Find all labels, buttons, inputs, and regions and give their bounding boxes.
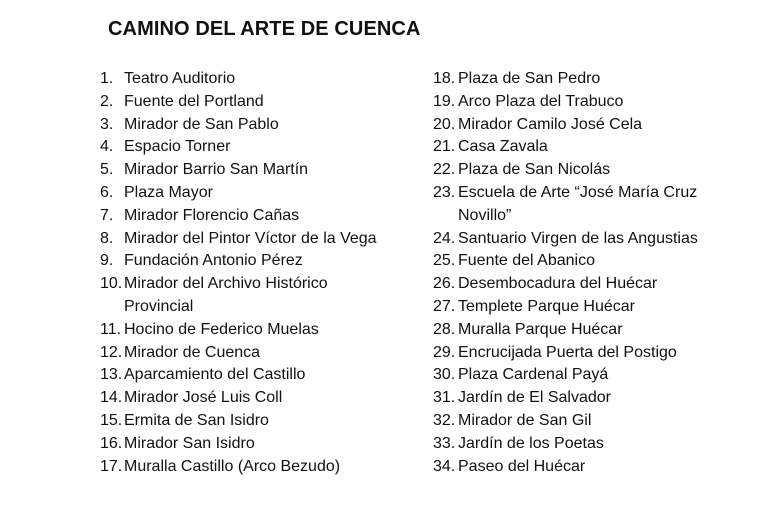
list-item-label: Arco Plaza del Trabuco xyxy=(458,92,624,110)
list-item xyxy=(100,319,400,342)
list-item xyxy=(100,342,400,365)
list-item-number: 22. xyxy=(433,161,456,179)
list-item-number: 16. xyxy=(100,434,123,452)
list-item xyxy=(100,205,400,228)
list-item xyxy=(100,136,400,159)
list-item xyxy=(433,387,753,410)
list-item-label: Jardín de los Poetas xyxy=(458,434,604,452)
list-item-number: 21. xyxy=(433,138,456,156)
list-item-label: Templete Parque Huécar xyxy=(458,297,635,315)
list-item xyxy=(100,182,400,205)
list-item-number: 2. xyxy=(100,92,114,110)
list-item xyxy=(433,273,753,296)
list-item-label: Mirador de San Pablo xyxy=(124,115,279,133)
list-item-number: 5. xyxy=(100,161,114,179)
list-item xyxy=(433,114,753,137)
list-item xyxy=(433,296,753,319)
list-item xyxy=(433,68,753,91)
list-item-number: 9. xyxy=(100,252,114,270)
list-item-label: Mirador de San Gil xyxy=(458,411,592,429)
list-item-number: 19. xyxy=(433,92,456,110)
list-item-number: 31. xyxy=(433,389,456,407)
list-item xyxy=(100,433,400,456)
list-item-number: 10. xyxy=(100,275,123,293)
list-item xyxy=(433,159,753,182)
list-item-label: Mirador José Luis Coll xyxy=(124,389,283,407)
list-item-label: Fuente del Abanico xyxy=(458,252,595,270)
list-item-label: Mirador Camilo José Cela xyxy=(458,115,643,133)
list-item-number: 27. xyxy=(433,297,456,315)
list-item-number: 18. xyxy=(433,70,456,87)
list-item-number: 8. xyxy=(100,229,114,247)
list-item-label: Encrucijada Puerta del Postigo xyxy=(458,343,677,361)
list-item xyxy=(100,250,400,273)
list-item-label: Hocino de Federico Muelas xyxy=(124,320,319,338)
list-item-number: 30. xyxy=(433,366,456,384)
list-item xyxy=(433,182,753,228)
list-item-label: Mirador del Pintor Víctor de la Vega xyxy=(124,229,377,247)
page-title: CAMINO DEL ARTE DE CUENCA xyxy=(108,18,421,40)
list-item xyxy=(433,319,753,342)
list-item xyxy=(433,410,753,433)
list-right-column xyxy=(433,68,753,478)
list-item-label: Aparcamiento del Castillo xyxy=(124,366,306,384)
list-item xyxy=(100,159,400,182)
list-item-number: 6. xyxy=(100,183,114,201)
list-item xyxy=(100,68,400,91)
list-item-number: 17. xyxy=(100,457,123,475)
list-item-label: Desembocadura del Huécar xyxy=(458,275,658,293)
list-item xyxy=(433,342,753,365)
list-item-number: 32. xyxy=(433,411,456,429)
list-item-label: Muralla Parque Huécar xyxy=(458,320,623,338)
list-item-number: 20. xyxy=(433,115,456,133)
list-item-number: 13. xyxy=(100,366,123,384)
list-item xyxy=(100,273,400,319)
list-item-number: 7. xyxy=(100,206,114,224)
list-item xyxy=(100,387,400,410)
list-item-number: 24. xyxy=(433,229,456,247)
list-item-number: 12. xyxy=(100,343,123,361)
list-item-number: 33. xyxy=(433,434,456,452)
list-item-label: Plaza de San Nicolás xyxy=(458,161,611,179)
list-item xyxy=(100,91,400,114)
list-item xyxy=(433,364,753,387)
list-item xyxy=(433,433,753,456)
list-item-label: Plaza Cardenal Payá xyxy=(458,366,609,384)
list-item xyxy=(100,364,400,387)
list-item-number: 4. xyxy=(100,138,114,156)
list-item-label: Ermita de San Isidro xyxy=(124,411,269,429)
list-item-number: 14. xyxy=(100,389,123,407)
list-item-label: Mirador Florencio Cañas xyxy=(124,206,300,224)
list-item xyxy=(433,250,753,273)
list-item-label: Fuente del Portland xyxy=(124,92,264,110)
list-item-label: Santuario Virgen de las Angustias xyxy=(458,229,698,247)
list-item-number: 15. xyxy=(100,411,123,429)
list-item-label: Mirador Barrio San Martín xyxy=(124,161,309,179)
list-item-number: 3. xyxy=(100,115,114,133)
list-item-label: Plaza Mayor xyxy=(124,183,213,201)
list-item-label: Escuela de Arte “José María Cruz Novillo” xyxy=(458,183,698,224)
list-item-number: 1. xyxy=(100,70,114,87)
list-item-label: Fundación Antonio Pérez xyxy=(124,252,303,270)
list-item-label: Casa Zavala xyxy=(458,138,548,156)
list-item-label: Teatro Auditorio xyxy=(124,70,236,87)
list-item-number: 28. xyxy=(433,320,456,338)
list-item xyxy=(433,228,753,251)
list-item xyxy=(100,410,400,433)
list-item-label: Mirador de Cuenca xyxy=(124,343,261,361)
list-item-number: 25. xyxy=(433,252,456,270)
list-item-label: Mirador San Isidro xyxy=(124,434,255,452)
list-left-column xyxy=(100,68,400,478)
list-item xyxy=(433,136,753,159)
list-item-label: Mirador del Archivo Histórico Provincial xyxy=(124,275,328,315)
list-item-label: Plaza de San Pedro xyxy=(458,70,601,87)
list-item-label: Paseo del Huécar xyxy=(458,457,586,475)
list-item-label: Espacio Torner xyxy=(124,138,231,156)
list-item-number: 29. xyxy=(433,343,456,361)
list-item xyxy=(433,91,753,114)
list-item xyxy=(100,114,400,137)
list-item xyxy=(100,456,400,479)
list-item-number: 11. xyxy=(100,320,122,338)
list-item-number: 23. xyxy=(433,183,456,201)
list-item-label: Muralla Castillo (Arco Bezudo) xyxy=(124,457,341,475)
list-item xyxy=(100,228,400,251)
list-item xyxy=(433,456,753,479)
list-item-number: 26. xyxy=(433,275,456,293)
list-item-number: 34. xyxy=(433,457,456,475)
list-item-label: Jardín de El Salvador xyxy=(458,389,611,407)
